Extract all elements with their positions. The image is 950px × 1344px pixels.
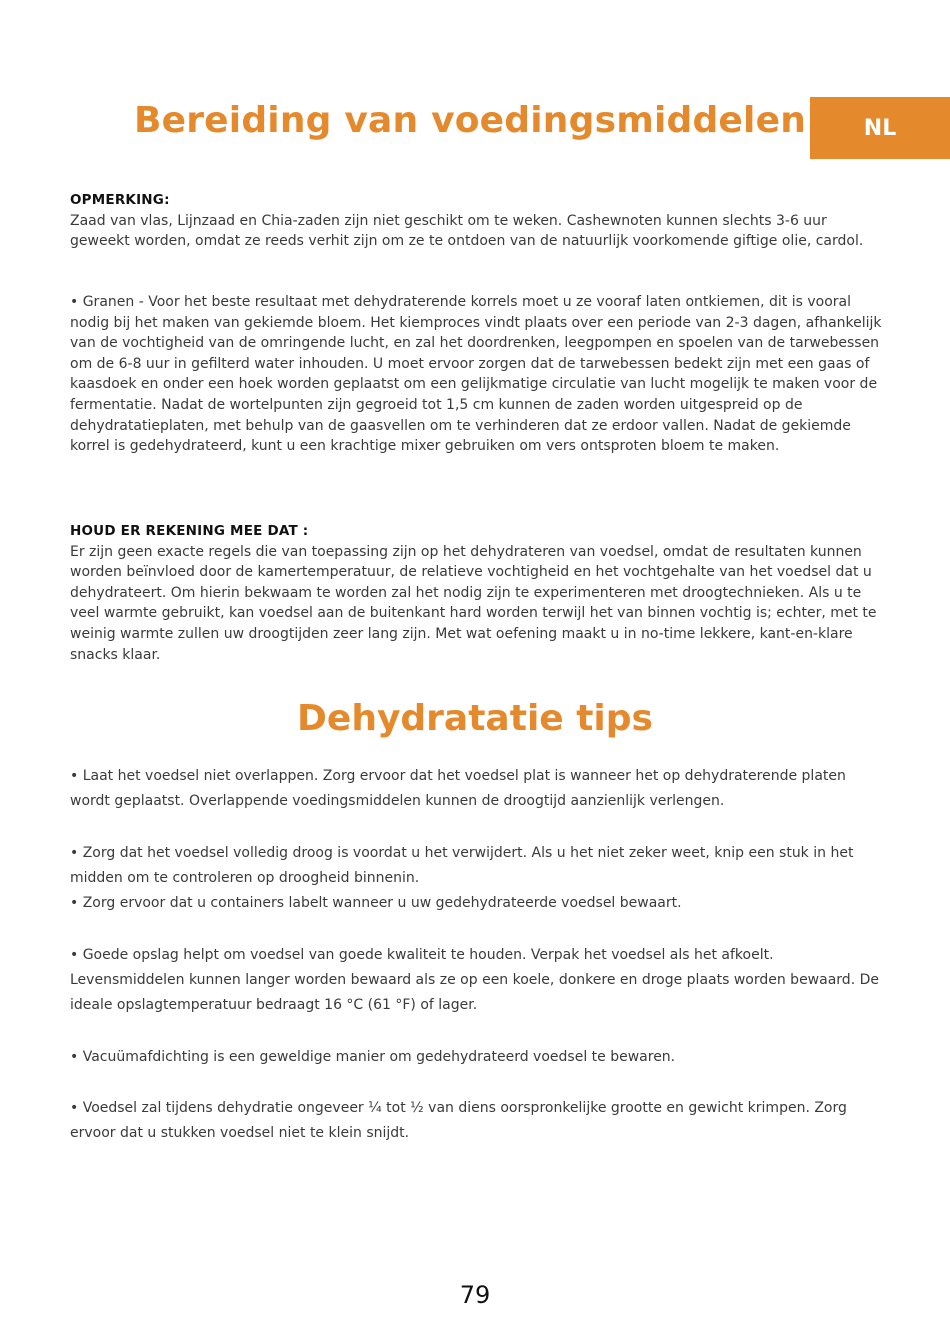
grains-section <box>70 292 885 457</box>
tip-item: • Laat het voedsel niet overlappen. Zorg ervoor dat het voedsel plat is wanneer het op dehydraterende platen wordt geplaatst. Overlappende voedingsmiddelen kunnen de droogtijd aanzienlijk verlengen. <box>70 768 846 809</box>
tip-item: • Vacuümafdichting is een geweldige manier om gedehydrateerd voedsel te bewaren. <box>70 1049 676 1065</box>
page-number: 79 <box>459 1281 491 1309</box>
tip-item: • Zorg dat het voedsel volledig droog is voordat u het verwijdert. Als u het niet zeker weet, knip een stuk in het midden om te controleren op droogheid binnenin. <box>70 845 854 886</box>
note-heading: OPMERKING: <box>70 192 170 208</box>
language-tab: NL <box>810 97 950 159</box>
note-section <box>70 190 885 252</box>
tip-item-group <box>70 841 885 916</box>
consider-heading: HOUD ER REKENING MEE DAT : <box>70 523 309 539</box>
grains-text: • Granen - Voor het beste resultaat met dehydraterende korrels moet u ze vooraf laten ontkiemen, dit is vooral nodig bij het maken van gekiemde bloem. Het kiemproces vindt plaats over een periode van 2-3 dagen, afhankelijk van de vochtigheid van de omringende lucht, en zal het doordrenken, leegpompen en spoelen van de tarwebessen om de 6-8 uur in gefilterd water inhouden. U moet ervoor zorgen dat de tarwebessen bedekt zijn met een gaas of kaasdoek en onder een hoek worden geplaatst om een gelijkmatige circulatie van lucht mogelijk te maken voor de fermentatie. Nadat de wortelpunten zijn gegroeid tot 1,5 cm kunnen de zaden worden uitgespreid op de dehydratatieplaten, met behulp van de gaasvellen om te verhinderen dat ze erdoor vallen. Nadat de gekiemde korrel is gedehydrateerd, kunt u een krachtige mixer gebruiken om vers ontsproten bloem te maken. <box>70 294 882 455</box>
note-text: Zaad van vlas, Lijnzaad en Chia-zaden zijn niet geschikt om te weken. Cashewnoten kunnen slechts 3-6 uur geweekt worden, omdat ze reeds verhit zijn om ze te ontdoen van de natuurlijk voorkomende giftige olie, cardol. <box>70 212 864 250</box>
tip-item: • Goede opslag helpt om voedsel van goede kwaliteit te houden. Verpak het voedsel als het afkoelt. Levensmiddelen kunnen langer worden bewaard als ze op een koele, donkere en droge plaats worden bewaard. De ideale opslagtemperatuur bedraagt 16 °C (61 °F) of lager. <box>70 947 879 1013</box>
page-title: Bereiding van voedingsmiddelen <box>133 100 807 141</box>
consider-section <box>70 521 885 665</box>
tips-title: Dehydratatie tips <box>297 698 653 739</box>
tip-item: • Voedsel zal tijdens dehydratie ongeveer ¼ tot ½ van diens oorspronkelijke grootte en gewicht krimpen. Zorg ervoor dat u stukken voedsel niet te klein snijdt. <box>70 1100 847 1141</box>
consider-text: Er zijn geen exacte regels die van toepassing zijn op het dehydrateren van voedsel, omdat de resultaten kunnen worden beïnvloed door de kamertemperatuur, de relatieve vochtigheid en het vochtgehalte van het voedsel dat u dehydrateert. Om hierin bekwaam te worden zal het nodig zijn te experimenteren met droogtechnieken. Als u te veel warmte gebruikt, kan voedsel aan de buitenkant hard worden terwijl het van binnen vochtig is; echter, met te weinig warmte zullen uw droogtijden zeer lang zijn. Met wat oefening maakt u in no-time lekkere, kant-en-klare snacks klaar. <box>70 543 877 663</box>
tip-item: • Zorg ervoor dat u containers labelt wanneer u uw gedehydrateerde voedsel bewaart. <box>70 895 682 911</box>
